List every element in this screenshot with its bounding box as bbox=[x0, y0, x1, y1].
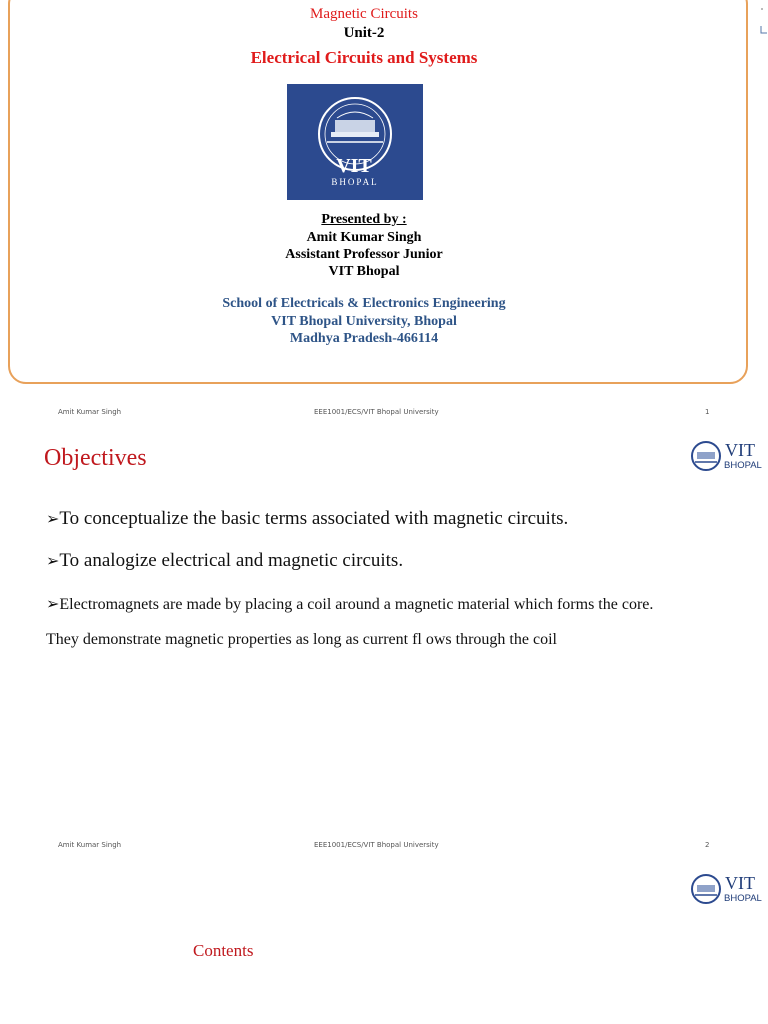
footer-page-number: 1 bbox=[705, 408, 710, 416]
vit-seal-icon bbox=[287, 84, 423, 200]
slide-unit: Unit-2 bbox=[343, 25, 385, 41]
objective-bullet-1: ➢To conceptualize the basic terms associated with magnetic circuits. bbox=[46, 508, 569, 529]
presenter-name: Amit Kumar Singh bbox=[306, 230, 422, 245]
course-title: Electrical Circuits and Systems bbox=[250, 48, 478, 67]
footer-course-code: EEE1001/ECS/VIT Bhopal University bbox=[314, 408, 439, 416]
university-name: VIT Bhopal University, Bhopal bbox=[271, 314, 457, 329]
bullet-arrow-icon: ➢ bbox=[46, 553, 60, 570]
slide-topic: Magnetic Circuits bbox=[310, 6, 418, 22]
footer-author: Amit Kumar Singh bbox=[58, 408, 122, 416]
contents-title: Contents bbox=[193, 941, 254, 960]
logo-text: VIT bbox=[336, 155, 372, 177]
presented-by-label: Presented by : bbox=[321, 212, 407, 227]
school-name: School of Electricals & Electronics Engineering bbox=[222, 296, 506, 311]
next-slide-edge-icon bbox=[758, 0, 768, 40]
small-logo-text: VIT bbox=[725, 873, 755, 893]
footer-course-code: EEE1001/ECS/VIT Bhopal University bbox=[314, 841, 439, 849]
vit-bhopal-logo bbox=[287, 84, 423, 200]
bullet-arrow-icon: ➢ bbox=[46, 596, 60, 613]
university-location: Madhya Pradesh-466114 bbox=[289, 331, 439, 346]
vit-seal-small-icon bbox=[690, 438, 768, 474]
small-logo-city: BHOPAL bbox=[724, 460, 762, 471]
objective-bullet-3: ➢Electromagnets are made by placing a coil around a magnetic material which forms the core. They demonstrate magnetic properties as long as current fl ows through the coil bbox=[46, 596, 654, 648]
vit-bhopal-small-logo bbox=[690, 438, 768, 474]
footer-author: Amit Kumar Singh bbox=[58, 841, 122, 849]
small-logo-city: BHOPAL bbox=[724, 893, 762, 904]
presenter-designation: Assistant Professor Junior bbox=[285, 247, 443, 262]
objectives-title: Objectives bbox=[44, 445, 147, 471]
vit-bhopal-small-logo bbox=[690, 871, 768, 907]
vit-seal-small-icon bbox=[690, 871, 768, 907]
bullet-arrow-icon: ➢ bbox=[46, 511, 60, 528]
logo-city: BHOPAL bbox=[331, 177, 379, 187]
footer-page-number: 2 bbox=[705, 841, 710, 849]
small-logo-text: VIT bbox=[725, 440, 755, 460]
objective-bullet-2: ➢To analogize electrical and magnetic circuits. bbox=[46, 550, 404, 571]
presenter-institution: VIT Bhopal bbox=[328, 264, 400, 279]
